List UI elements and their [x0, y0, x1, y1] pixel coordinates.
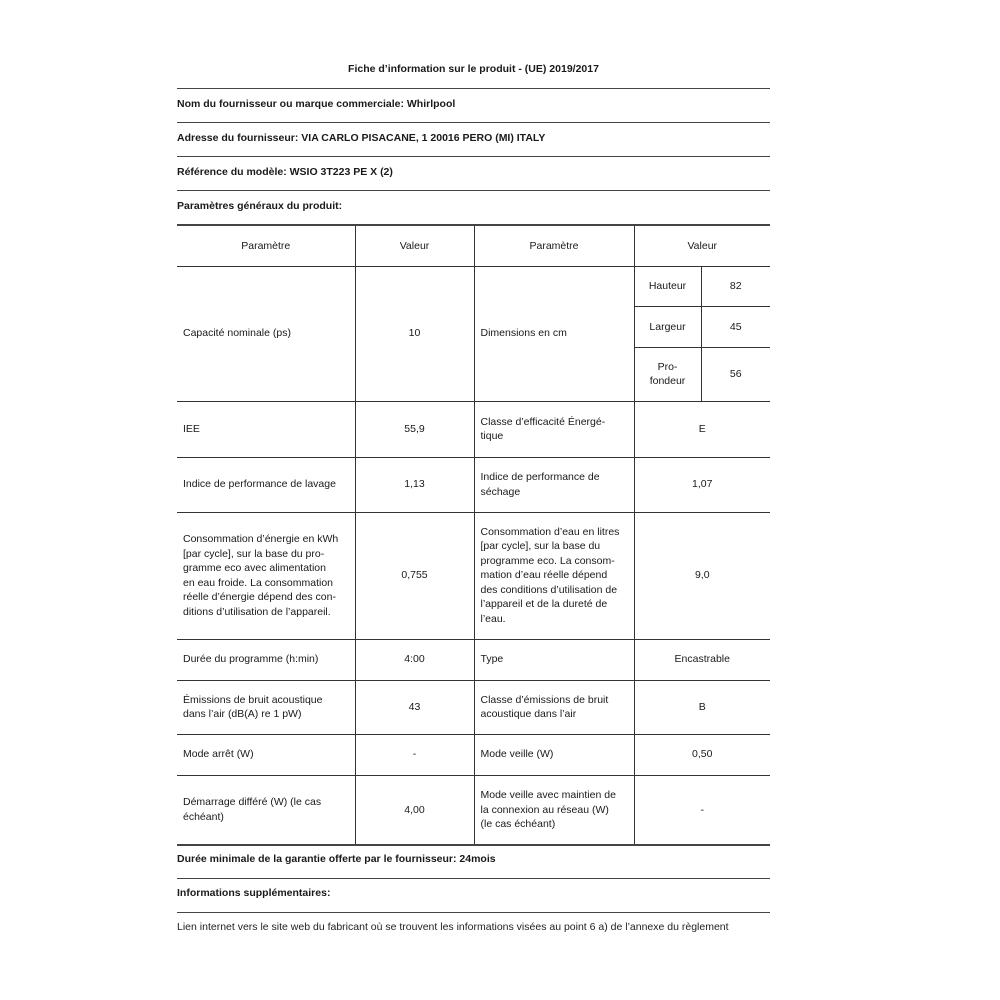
header-valeur-2: Valeur: [634, 225, 770, 266]
param-value: B: [634, 680, 770, 734]
param-label: Consommation d’énergie en kWh [par cycle], sur la base du pro- gramme eco avec alimentation en eau froide. La consommation réelle d’énergie dépend des con- ditions d’utilisation de l’appareil.: [177, 512, 355, 639]
divider: [177, 156, 770, 157]
param-value: 55,9: [355, 401, 474, 457]
divider: [177, 878, 770, 879]
capacity-label: Capacité nominale (ps): [177, 266, 355, 401]
table-row: [177, 775, 770, 845]
dimensions-subtable: [635, 267, 771, 401]
param-value: 43: [355, 680, 474, 734]
model-reference: Référence du modèle: WSIO 3T223 PE X (2): [177, 166, 393, 178]
param-value: 1,13: [355, 457, 474, 512]
table-header-row: [177, 225, 770, 266]
table-row: [177, 457, 770, 512]
param-label: Consommation d’eau en litres [par cycle], sur la base du programme eco. La consom- mation d’eau réelle dépend des conditions d’utilisation de l’appareil et de la dureté de l’eau.: [474, 512, 634, 639]
param-label: Émissions de bruit acoustique dans l’air (dB(A) re 1 pW): [177, 680, 355, 734]
param-value: 4,00: [355, 775, 474, 845]
param-value: -: [355, 734, 474, 775]
manufacturer-link-text: Lien internet vers le site web du fabricant où se trouvent les informations visées au point 6 a) de l’annexe du règlement: [177, 921, 729, 933]
width-label: Largeur: [635, 307, 702, 348]
divider: [177, 122, 770, 123]
param-label: Classe d’émissions de bruit acoustique dans l’air: [474, 680, 634, 734]
depth-value: 56: [701, 348, 770, 401]
param-label: Classe d’efficacité Énergé- tique: [474, 401, 634, 457]
param-label: Mode veille avec maintien de la connexion au réseau (W) (le cas échéant): [474, 775, 634, 845]
divider: [177, 88, 770, 89]
param-label: Mode veille (W): [474, 734, 634, 775]
table-row: [177, 401, 770, 457]
height-value: 82: [701, 267, 770, 307]
param-label: Indice de performance de séchage: [474, 457, 634, 512]
parameters-table: [177, 224, 770, 846]
param-label: Type: [474, 639, 634, 680]
param-value: -: [634, 775, 770, 845]
param-label: Mode arrêt (W): [177, 734, 355, 775]
header-valeur-1: Valeur: [355, 225, 474, 266]
dimensions-cell: [634, 266, 770, 401]
divider: [177, 912, 770, 913]
param-value: Encastrable: [634, 639, 770, 680]
param-label: IEE: [177, 401, 355, 457]
capacity-value: 10: [355, 266, 474, 401]
table-row: [177, 680, 770, 734]
dimensions-label: Dimensions en cm: [474, 266, 634, 401]
general-params-heading: Paramètres généraux du produit:: [177, 200, 343, 212]
width-value: 45: [701, 307, 770, 348]
divider: [177, 190, 770, 191]
table-row: [177, 734, 770, 775]
param-value: 1,07: [634, 457, 770, 512]
depth-label-line-1: Pro-: [657, 360, 678, 373]
depth-label: [635, 348, 702, 401]
additional-info-heading: Informations supplémentaires:: [177, 887, 331, 899]
param-value: 0,755: [355, 512, 474, 639]
header-parametre-1: Paramètre: [177, 225, 355, 266]
param-value: 9,0: [634, 512, 770, 639]
table-row: [177, 512, 770, 639]
header-parametre-2: Paramètre: [474, 225, 634, 266]
table-row: [177, 266, 770, 401]
depth-label-line-2: fondeur: [649, 375, 686, 388]
supplier-name: Nom du fournisseur ou marque commerciale: Whirlpool: [177, 98, 456, 110]
param-label: Durée du programme (h:min): [177, 639, 355, 680]
param-label: Indice de performance de lavage: [177, 457, 355, 512]
supplier-address: Adresse du fournisseur: VIA CARLO PISACANE, 1 20016 PERO (MI) ITALY: [177, 132, 546, 144]
param-value: E: [634, 401, 770, 457]
param-value: 4:00: [355, 639, 474, 680]
param-value: 0,50: [634, 734, 770, 775]
document-title: Fiche d’information sur le produit - (UE) 2019/2017: [348, 63, 599, 75]
table-row: [177, 639, 770, 680]
param-label: Démarrage différé (W) (le cas échéant): [177, 775, 355, 845]
warranty-duration: Durée minimale de la garantie offerte par le fournisseur: 24mois: [177, 853, 496, 865]
height-label: Hauteur: [635, 267, 702, 307]
